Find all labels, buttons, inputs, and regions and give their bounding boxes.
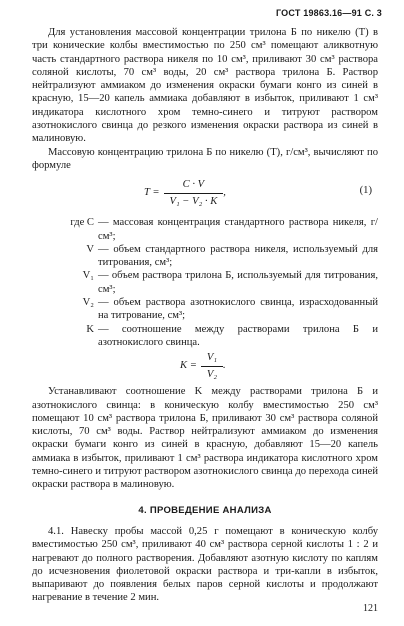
definition-text: — объем раствора азотнокислого свинца, израсходованный на титрование, см³; xyxy=(98,297,378,322)
definition-item xyxy=(32,216,378,243)
definition-symbol: где C xyxy=(70,217,94,229)
paragraph-1: Для установления массовой концентрации трилона Б по никелю (T) в три конические колбы вместимостью по 250 см³ помещают аликвотную часть стандартного раствора никеля по 10 см³, приливают 30 см³ раствора соляной кислоты, 70 см³ воды, 20 см³ раствора трилона Б. Раствор нейтрализуют аммиаком до изменения окраски бумаги конго из синей в красную, 15—20 капель аммиака добавляют в избыток, приливают 1 см³ индикатора кислотного хром темно-синего и титруют раствором азотнокислого свинца до резкого изменения окраски раствора из синей в малиновую. xyxy=(32,27,378,145)
definition-item xyxy=(32,323,378,350)
definition-symbol: K xyxy=(86,323,94,335)
formula-2-lhs: K = xyxy=(180,360,197,372)
formula-1-numerator: C · V xyxy=(182,179,205,191)
definition-text: — соотношение между растворами трилона Б и азотнокислого свинца. xyxy=(98,323,378,348)
formula-1-denominator: V₁ − V₂ · K xyxy=(164,193,224,208)
definition-symbol: V₂ xyxy=(82,297,94,309)
formula-1-fraction xyxy=(164,178,224,208)
formula-2-denominator: V₂ xyxy=(201,366,223,381)
definition-item xyxy=(32,296,378,323)
paragraph-4: 4.1. Навеску пробы массой 0,25 г помещают в коническую колбу вместимостью 250 см³, приливают 40 см³ раствора серной кислоты 1 : 2 и нагревают до полного растворения. Добавляют азотную кислоту по каплям до исчезновения фиолетовой окраски раствора и три-капли в избыток, выпаривают до появления белых паров серной кислоты и продолжают нагревание в течение 2 мин. xyxy=(32,525,378,604)
formula-2-numerator: V₁ xyxy=(206,352,218,364)
section-title: 4. ПРОВЕДЕНИЕ АНАЛИЗА xyxy=(138,504,272,516)
formula-2 xyxy=(32,349,378,385)
formula-1-lhs: T = xyxy=(144,187,160,199)
definition-symbol: V₁ xyxy=(82,270,94,282)
paragraph-2: Массовую концентрацию трилона Б по никелю (T), г/см³, вычисляют по формуле xyxy=(32,146,378,171)
paragraph-3: Устанавливают соотношение K между растворами трилона Б и азотнокислого свинца: в коническую колбу вместимостью 250 см³ помещают 10 см³ раствора трилона Б, приливают 30 см³ раствора соляной кислоты, 70 см³ воды. Раствор нейтрализуют аммиаком до изменения окраски бумаги конго из синей в красную, добавляют 15—20 капель аммиака в избыток, приливают 1 см³ раствора индикатора кислотного хром темно-синего и титруют раствором азотнокислого свинца до перехода синей окраски раствора в малиновую. xyxy=(32,386,378,491)
definition-item xyxy=(32,269,378,296)
definition-text: — объем стандартного раствора никеля, используемый для титрования, см³; xyxy=(98,243,378,269)
page-number: 121 xyxy=(363,603,378,614)
formula-2-trailing: . xyxy=(223,360,226,372)
definition-symbol: V xyxy=(86,243,94,255)
formula-1-number: (1) xyxy=(359,185,372,197)
definition-text: — массовая концентрация стандартного раствора никеля, г/см³; xyxy=(98,217,378,242)
document-body xyxy=(32,26,378,605)
formula-1 xyxy=(32,174,378,214)
definitions-list xyxy=(32,216,378,349)
formula-2-fraction xyxy=(201,351,223,381)
page-header: ГОСТ 19863.16—91 С. 3 xyxy=(275,8,382,18)
formula-1-trailing: , xyxy=(223,187,226,199)
definition-text: — объем раствора трилона Б, используемый для титрования, см³; xyxy=(98,270,378,295)
definition-item xyxy=(32,243,378,270)
